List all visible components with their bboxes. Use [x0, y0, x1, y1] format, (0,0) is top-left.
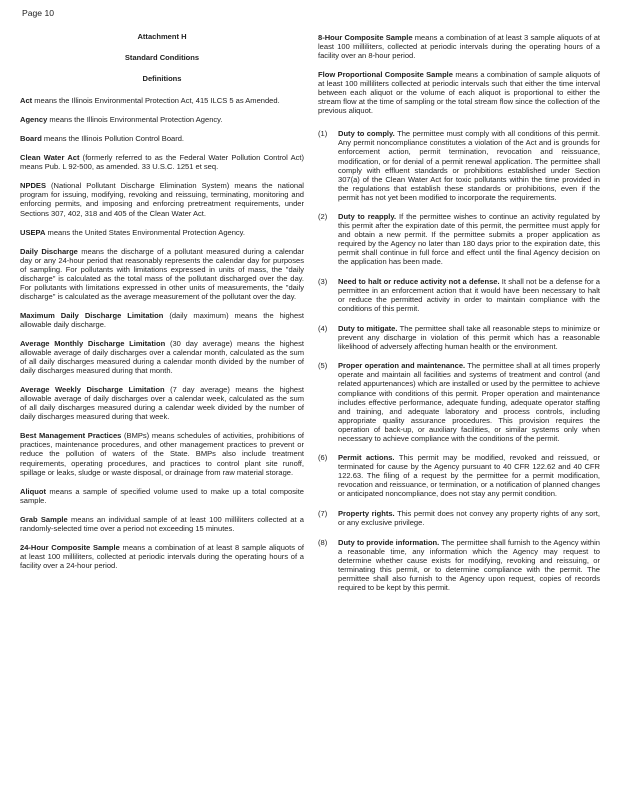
definition-act: Act means the Illinois Environmental Protection Act, 415 ILCS 5 as Amended.: [20, 96, 280, 106]
definition-24-hour-composite: 24-Hour Composite Sample means a combination of at least 8 sample aliquots of at least 100 milliliters, collected at periodic intervals during the operating hours of a facility over a 24-hour period.: [20, 542, 304, 570]
condition-need-to-halt: [318, 277, 600, 313]
definition-best-management-practices: Best Management Practices (BMPs) means schedules of activities, prohibitions of practices, maintenance procedures, and other management practices to prevent or reduce the pollution of waters of the State. BMPs also include treatment requirements, operating procedures, and practices to control plant site runoff, spillage or leaks, sludge or waste disposal, or drainage from raw material storage.: [20, 431, 304, 477]
definition-maximum-daily-discharge: Maximum Daily Discharge Limitation (daily maximum) means the highest allowable daily discharge.: [20, 310, 305, 329]
definition-daily-discharge: Daily Discharge means the discharge of a pollutant measured during a calendar day or any 24-hour period that reasonably represents the calendar day for purposes of sampling. For pollutants with limitations expressed in units of mass, the "daily discharge" is calculated as the total mass of the pollutant discharged over the day. For pollutants with limitations expressed in other units of measurements, the "daily discharge" is calculated as the average measurement of the pollutant over the day.: [20, 246, 304, 301]
condition-text: Duty to mitigate. The permittee shall take all reasonable steps to minimize or prevent any discharge in violation of this permit which has a reasonable likelihood of adversely affecting human health or the environment.: [338, 323, 600, 351]
condition-text: Duty to reapply. If the permittee wishes to continue an activity regulated by this permit after the expiration date of this permit, the permittee must apply for and obtain a new permit. If the permittee submits a proper application as required by the Agency no later than 180 days prior to the expiration date, this permit shall continue in full force and effect until the final Agency decision on the application has been made.: [338, 212, 600, 267]
definition-8-hour-composite: 8-Hour Composite Sample means a combination of at least 3 sample aliquots of at least 100 milliliters, collected at periodic intervals during the operating hours of a facility over an 8-hour period.: [318, 33, 600, 61]
condition-number: (3): [318, 277, 328, 287]
condition-proper-operation: [318, 361, 600, 442]
definition-grab-sample: Grab Sample means an individual sample of at least 100 milliliters collected at a randomly-selected time over a period not exceeding 15 minutes.: [20, 514, 304, 533]
standard-conditions-heading: Standard Conditions: [124, 53, 200, 63]
definition-average-monthly-discharge: Average Monthly Discharge Limitation (30 day average) means the highest allowable average of daily discharges over a calendar month, calculated as the sum of all daily discharges measured during a calendar month divided by the number of daily discharges measured during that month.: [20, 338, 304, 376]
condition-duty-to-comply: [318, 129, 600, 201]
page-number: Page 10: [22, 8, 55, 18]
condition-duty-to-provide-information: [318, 538, 600, 592]
definition-npdes: NPDES (National Pollutant Discharge Elimination System) means the national program for issuing, modifying, revoking and reissuing, terminating, monitoring and enforcing permits, and imposing and enforcing pretreatment requirements, under Sections 307, 402, 318 and 405 of the Clean Water Act.: [20, 181, 304, 218]
condition-text: Duty to provide information. The permittee shall furnish to the Agency within a reasonable time, any information which the Agency may request to determine whether cause exists for modifying, revoking and reissuing, or terminating this permit, or to determine compliance with the permit. The permittee shall also furnish to the Agency upon request, copies of records required to be kept by this permit.: [338, 537, 600, 592]
condition-number: (6): [318, 453, 328, 463]
condition-number: (5): [318, 361, 328, 371]
definition-flow-proportional-composite: Flow Proportional Composite Sample means a combination of sample aliquots of at least 100 milliliters collected at periodic intervals such that either the time interval between each aliquot or the volume of each aliquot is proportional to either the stream flow at the time of sampling or the total stream flow since the collection of the previous aliquot.: [318, 70, 600, 116]
condition-text: Duty to comply. The permittee must comply with all conditions of this permit. Any permit noncompliance constitutes a violation of the Act and is grounds for enforcement action, permit termination, revocation and reissuance, modification, or for denial of a permit renewal application. The permittee shall comply with effluent standards or prohibitions established under Section 307(a) of the Clean Water Act for toxic pollutants within the time provided in the regulations that establish these standards or prohibitions, even if the permit has not yet been modified to incorporate the requirements.: [338, 129, 600, 202]
definition-average-weekly-discharge: Average Weekly Discharge Limitation (7 day average) means the highest allowable average of daily discharges over a calendar week, calculated as the sum of all daily discharges measured during a calendar week divided by the number of daily discharges measured during that week.: [20, 385, 304, 422]
condition-text: Proper operation and maintenance. The permittee shall at all times properly operate and maintain all facilities and systems of treatment and control (and related appurtenances) which are installed or used by the permittee to achieve compliance with conditions of this permit. Proper operation and maintenance includes effective performance, adequate funding, adequate operator staffing and training, and adequate laboratory and process controls, including appropriate quality assurance procedures. This provision requires the operation of back-up, or auxiliary facilities, or similar systems only when necessary to achieve compliance with the conditions of the permit.: [338, 361, 600, 443]
condition-duty-to-mitigate: [318, 324, 600, 351]
definitions-heading: Definitions: [142, 74, 182, 84]
definition-usepa: USEPA means the United States Environmental Protection Agency.: [20, 227, 245, 237]
left-column: [20, 26, 304, 580]
definition-clean-water-act: Clean Water Act (formerly referred to as the Federal Water Pollution Control Act) means Pub. L 92-500, as amended. 33 U.S.C. 1251 et seq.: [20, 153, 304, 172]
condition-number: (7): [318, 509, 328, 519]
condition-number: (2): [318, 212, 328, 222]
definition-agency: Agency means the Illinois Environmental Protection Agency.: [20, 115, 223, 125]
right-column: [318, 33, 600, 602]
condition-permit-actions: [318, 453, 600, 498]
condition-text: Property rights. This permit does not convey any property rights of any sort, or any exclusive privilege.: [338, 509, 600, 528]
condition-duty-to-reapply: [318, 212, 600, 266]
definition-aliquot: Aliquot means a sample of specified volume used to make up a total composite sample.: [20, 486, 304, 505]
condition-number: (1): [318, 129, 328, 139]
condition-number: (4): [318, 323, 328, 333]
attachment-heading: Attachment H: [137, 32, 187, 41]
condition-text: Permit actions. This permit may be modified, revoked and reissued, or terminated for cause by the Agency pursuant to 40 CFR 122.62 and 40 CFR 122.63. The filing of a request by the permittee for a permit modification, revocation and reissuance, or termination, or a notification of planned changes or anticipated noncompliance, does not stay any permit condition.: [338, 453, 600, 499]
condition-property-rights: [318, 509, 600, 527]
definition-board: Board means the Illinois Pollution Control Board.: [20, 134, 185, 144]
condition-text: Need to halt or reduce activity not a defense. It shall not be a defense for a permittee in an enforcement action that it would have been necessary to halt or reduce the permitted activity in order to maintain compliance with the conditions of this permit.: [338, 277, 600, 314]
condition-number: (8): [318, 537, 328, 547]
